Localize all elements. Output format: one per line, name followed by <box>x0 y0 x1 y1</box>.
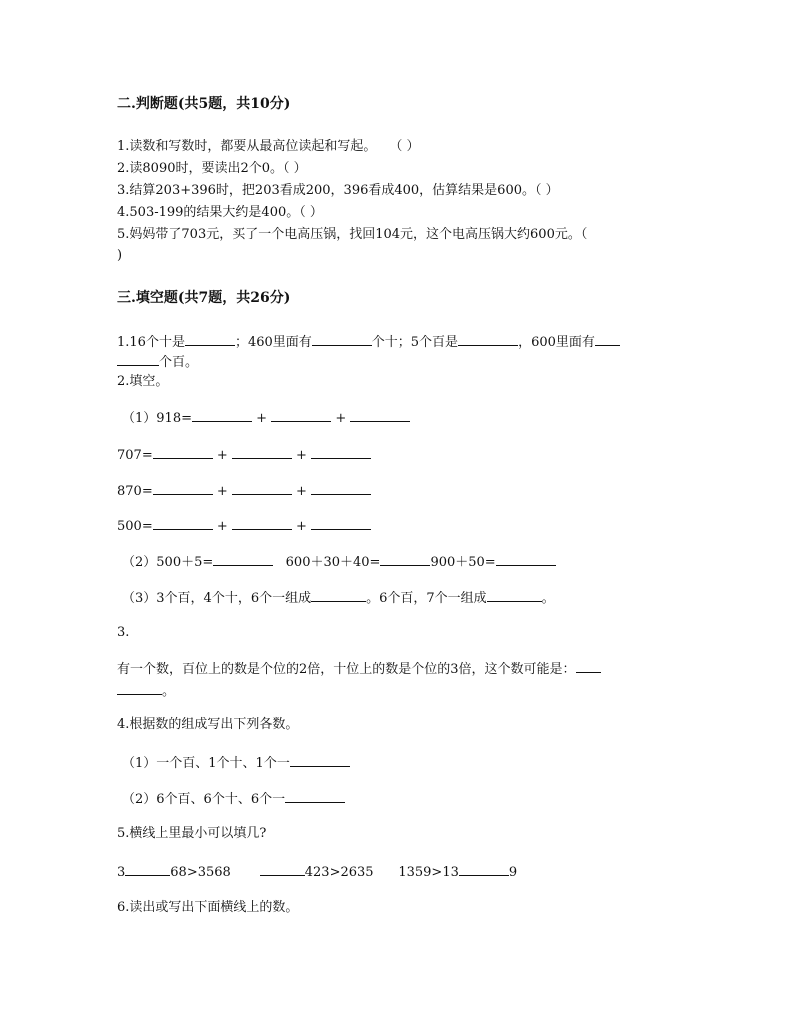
judge-question-5-close: ) <box>117 248 123 263</box>
equation-label: 707= <box>117 448 153 463</box>
fill-q2-500 <box>117 517 371 535</box>
answer-blank[interactable] <box>232 517 292 530</box>
answer-blank[interactable] <box>153 482 213 495</box>
answer-blank[interactable] <box>285 790 345 803</box>
inequality-text: 423>2635 <box>304 865 374 880</box>
equation-label: （1）918= <box>122 411 192 426</box>
fill-q2-part1-918 <box>122 409 410 427</box>
plus-sign: + <box>296 484 307 499</box>
fill-q1-part-c: 个十；5个百是 <box>371 335 459 350</box>
fill-q4-part1 <box>122 754 350 772</box>
answer-blank[interactable] <box>125 863 170 876</box>
answer-blank[interactable] <box>290 754 350 767</box>
fill-q2-707 <box>117 446 371 464</box>
section-2-title: 二.判断题(共5题，共10分) <box>117 96 291 112</box>
answer-blank[interactable] <box>311 589 366 602</box>
answer-blank[interactable] <box>232 446 292 459</box>
answer-blank[interactable] <box>232 482 292 495</box>
answer-blank[interactable] <box>192 409 252 422</box>
answer-blank[interactable] <box>458 333 518 346</box>
fill-question-1 <box>117 333 620 351</box>
plus-sign: + <box>296 519 307 534</box>
answer-blank[interactable] <box>496 553 556 566</box>
fill-question-1-cont <box>117 353 198 371</box>
plus-sign: + <box>296 448 307 463</box>
plus-sign: + <box>216 448 228 463</box>
fill-q2-870 <box>117 482 371 500</box>
fill-question-4-title: 4.根据数的组成写出下列各数。 <box>117 717 299 732</box>
judge-question-1: 1.读数和写数时，都要从最高位读起和写起。 （ ） <box>117 139 420 154</box>
fill-q2-part2 <box>122 553 556 571</box>
answer-blank[interactable] <box>576 660 601 673</box>
answer-blank[interactable] <box>487 589 542 602</box>
fill-question-5-title: 5.横线上里最小可以填几? <box>117 826 267 841</box>
answer-blank[interactable] <box>311 446 371 459</box>
answer-blank[interactable] <box>311 482 371 495</box>
fill-q1-part-a: 1.16个十是 <box>117 335 185 350</box>
fill-question-5 <box>117 863 517 881</box>
answer-blank[interactable] <box>185 333 235 346</box>
inequality-text: 1359>13 <box>398 865 459 880</box>
inequality-text: 3 <box>117 865 126 880</box>
question-text: （3）3个百，4个十，6个一组成 <box>122 591 312 606</box>
answer-blank[interactable] <box>312 333 372 346</box>
fill-question-3-cont <box>117 682 175 700</box>
question-text: 。 <box>162 684 176 699</box>
plus-sign: + <box>256 411 268 426</box>
answer-blank[interactable] <box>350 409 410 422</box>
judge-question-4: 4.503-199的结果大约是400。（ ） <box>117 205 323 220</box>
question-text: （2）6个百、6个十、6个一 <box>122 792 286 807</box>
answer-blank[interactable] <box>595 333 620 346</box>
equation-label: 870= <box>117 484 153 499</box>
fill-question-3 <box>117 660 601 678</box>
answer-blank[interactable] <box>311 517 371 530</box>
equation-label: 600＋30＋40= <box>285 555 381 570</box>
question-text: 。6个百，7个一组成 <box>366 591 487 606</box>
fill-question-2-title: 2.填空。 <box>117 374 169 389</box>
fill-q4-part2 <box>122 790 345 808</box>
answer-blank[interactable] <box>380 553 430 566</box>
fill-q1-part-d: ，600里面有 <box>518 335 595 350</box>
fill-question-6-title: 6.读出或写出下面横线上的数。 <box>117 900 299 915</box>
inequality-text: 9 <box>508 865 518 880</box>
equation-label: 500= <box>117 519 153 534</box>
answer-blank[interactable] <box>117 353 159 366</box>
judge-question-3: 3.结算203+396时，把203看成200，396看成400，估算结果是600。（ ） <box>117 183 559 198</box>
plus-sign: + <box>335 411 347 426</box>
plus-sign: + <box>216 519 228 534</box>
fill-q1-part-e: 个百。 <box>159 355 199 370</box>
equation-label: 900＋50= <box>430 555 496 570</box>
plus-sign: + <box>216 484 228 499</box>
answer-blank[interactable] <box>459 863 509 876</box>
answer-blank[interactable] <box>153 446 213 459</box>
question-text: 。 <box>541 591 555 606</box>
fill-q1-part-b: ；460里面有 <box>234 335 312 350</box>
inequality-text: 68>3568 <box>170 865 231 880</box>
judge-question-2: 2.读8090时，要读出2个0。（ ） <box>117 161 307 176</box>
fill-question-3-number: 3. <box>117 625 130 640</box>
question-text: （1）一个百、1个十、1个一 <box>122 756 290 771</box>
answer-blank[interactable] <box>271 409 331 422</box>
question-text: 有一个数，百位上的数是个位的2倍，十位上的数是个位的3倍，这个数可能是： <box>117 662 576 677</box>
answer-blank[interactable] <box>117 682 162 695</box>
answer-blank[interactable] <box>260 863 305 876</box>
answer-blank[interactable] <box>213 553 273 566</box>
answer-blank[interactable] <box>153 517 213 530</box>
equation-label: （2）500＋5= <box>122 555 214 570</box>
fill-q2-part3 <box>122 589 555 607</box>
section-3-title: 三.填空题(共7题，共26分) <box>117 290 291 306</box>
judge-question-5: 5.妈妈带了703元，买了一个电高压锅，找回104元，这个电高压锅大约600元。（ <box>117 227 588 242</box>
